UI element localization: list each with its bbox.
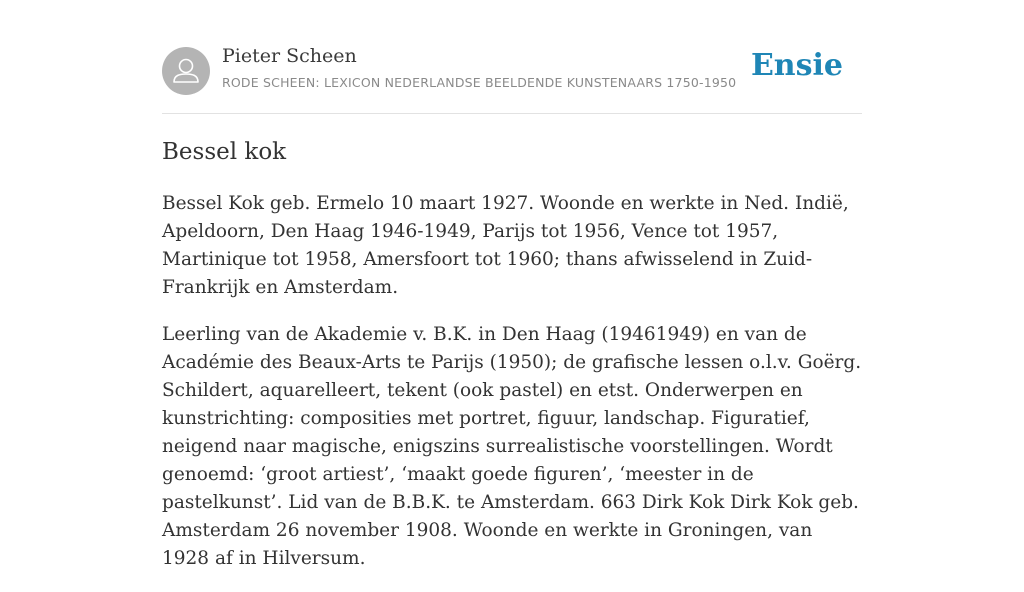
article-header <box>162 0 862 114</box>
article-body <box>162 190 862 592</box>
article-paragraph: Bessel Kok geb. Ermelo 10 maart 1927. Woonde en werkte in Ned. Indië, Apeldoorn, Den Haag 1946-1949, Parijs tot 1956, Vence tot 1957, Martinique tot 1958, Amersfoort tot 1960; thans afwisselend in Zuid-Frankrijk en Amsterdam. <box>162 193 849 298</box>
author-avatar[interactable] <box>162 47 210 95</box>
ensie-logo[interactable]: Ensie <box>750 48 843 83</box>
source-label[interactable]: RODE SCHEEN: LEXICON NEDERLANDSE BEELDENDE KUNSTENAARS 1750-1950 <box>222 75 737 90</box>
article-page <box>162 0 862 569</box>
article-title: Bessel kok <box>162 139 287 165</box>
article-paragraph: Leerling van de Akademie v. B.K. in Den Haag (19461949) en van de Académie des Beaux-Arts te Parijs (1950); de grafische lessen o.l.v. Goërg. Schildert, aquarelleert, tekent (ook pastel) en etst. Onderwerpen en kunstrichting: composities met portret, figuur, landschap. Figuratief, neigend naar magische, enigszins surrealistische voorstellingen. Wordt genoemd: ‘groot artiest’, ‘maakt goede figuren’, ‘meester in de pastelkunst’. Lid van de B.B.K. te Amsterdam. 663 Dirk Kok Dirk Kok geb. Amsterdam 26 november 1908. Woonde en werkte in Groningen, van 1928 af in Hilversum. <box>162 324 862 569</box>
user-silhouette-icon <box>162 47 210 95</box>
author-name[interactable]: Pieter Scheen <box>222 45 357 67</box>
